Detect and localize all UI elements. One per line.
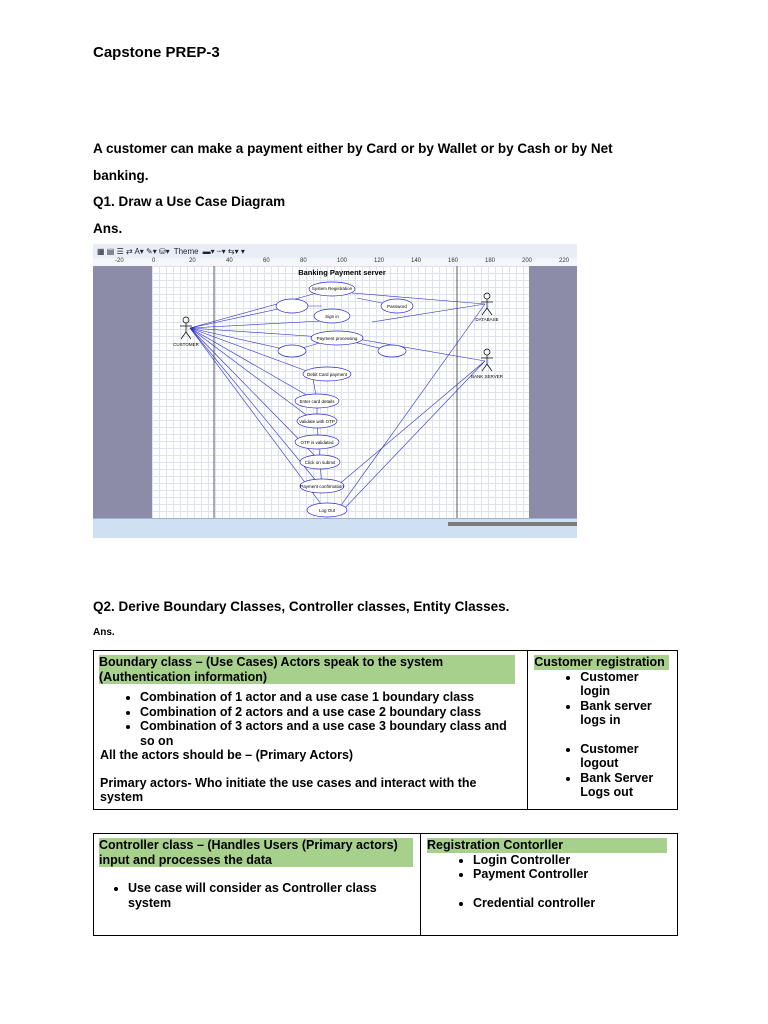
svg-text:Log Out: Log Out [318, 508, 336, 513]
ruler-tick: 40 [226, 258, 233, 264]
list-item: • Use case will consider as Controller class system [128, 881, 414, 910]
controller-class-cell [94, 834, 421, 936]
answer-1-label: Ans. [93, 221, 123, 236]
diagram-scrollbar[interactable] [93, 518, 577, 538]
list-item: • Bank Server Logs out [580, 771, 671, 800]
use-case-diagram [152, 266, 529, 518]
boundary-class-table [93, 650, 678, 810]
canvas-margin-right [529, 266, 577, 518]
list-item: • Login Controller [473, 853, 671, 868]
question-1: Q1. Draw a Use Case Diagram [93, 194, 286, 209]
controller-class-table [93, 833, 678, 936]
ruler-tick: 60 [263, 258, 270, 264]
svg-text:Sign in: Sign in [325, 314, 339, 319]
diagram-toolbar [93, 244, 577, 259]
list-item: • Customer login [580, 670, 671, 699]
ruler-tick: 160 [448, 258, 459, 264]
controller-bullets [100, 881, 414, 910]
ruler-tick: 20 [189, 258, 196, 264]
boundary-heading-line-1: Boundary class – (Use Cases) Actors speak to the system [99, 655, 444, 669]
svg-text:Payment processing: Payment processing [316, 336, 358, 341]
document-title: Capstone PREP-3 [93, 44, 220, 61]
actor-customer-label: CUSTOMER [173, 342, 199, 347]
controller-items-b [427, 896, 671, 911]
svg-text:Payment confirmation: Payment confirmation [300, 484, 344, 489]
boundary-class-cell [94, 651, 528, 810]
list-item: • Customer logout [580, 742, 671, 771]
answer-2-label: Ans. [93, 627, 115, 638]
toolbar-icons: ▦ ▤ ☰ ⇄ A▾ ✎▾ ⛁▾ [97, 246, 170, 256]
registration-items-b [534, 742, 671, 800]
svg-text:System Registration: System Registration [311, 286, 353, 291]
ruler-tick: 140 [411, 258, 422, 264]
controller-heading-line-1: Controller class – (Handles Users (Primary actors) [99, 838, 398, 852]
ruler-tick: 200 [522, 258, 533, 264]
list-item: • Credential controller [473, 896, 671, 911]
svg-text:Debit Card payment: Debit Card payment [306, 372, 348, 377]
canvas-margin-left [93, 266, 152, 518]
all-actors-text: All the actors should be – (Primary Actors) [100, 748, 354, 762]
boundary-bullets [100, 690, 521, 748]
svg-text:Click on submit: Click on submit [304, 460, 336, 465]
use-case-diagram-screenshot [93, 244, 577, 538]
svg-text:Password: Password [387, 304, 407, 309]
primary-actors-text: Primary actors- Who initiate the use cases and interact with the system [100, 775, 477, 804]
registration-controller-heading: Registration Contorller [427, 838, 667, 853]
intro-line-1: A customer can make a payment either by Card or by Wallet or by Cash or by Net [93, 141, 613, 156]
theme-label: Theme [173, 246, 199, 256]
diagram-title: Banking Payment server [298, 268, 386, 277]
question-2: Q2. Derive Boundary Classes, Controller classes, Entity Classes. [93, 599, 510, 614]
controller-items-a [427, 853, 671, 882]
list-item: • Payment Controller [473, 867, 671, 882]
controller-heading-line-2: input and processes the data [99, 852, 272, 867]
svg-text:Enter card details: Enter card details [299, 399, 335, 404]
ruler-tick: 0 [152, 258, 156, 264]
controller-class-heading [99, 838, 413, 867]
scroll-thumb[interactable] [448, 522, 577, 526]
ruler-tick: 80 [300, 258, 307, 264]
actor-database-label: DATABASE [475, 317, 499, 322]
toolbar-icons-2: ▬▾ ┄▾ ⇆▾ ▾ [202, 246, 245, 256]
ruler-tick: 220 [559, 258, 570, 264]
list-item: • Combination of 3 actors and a use case 3 boundary class and so on [140, 719, 521, 748]
actor-bank-server-label: BANK SERVER [471, 374, 503, 379]
svg-text:OTP is validated: OTP is validated [300, 440, 334, 445]
boundary-heading-line-2: (Authentication information) [99, 669, 268, 684]
registration-controller-cell [421, 834, 678, 936]
diagram-canvas [152, 266, 529, 518]
ruler-tick: 120 [374, 258, 385, 264]
list-item: • Combination of 1 actor and a use case 1 boundary class [140, 690, 521, 705]
svg-text:Validate with OTP: Validate with OTP [299, 419, 335, 424]
list-item: • Combination of 2 actors and a use case 2 boundary class [140, 705, 521, 720]
boundary-class-heading [99, 655, 515, 684]
registration-items-a [534, 670, 671, 728]
ruler-tick: -20 [115, 258, 124, 264]
intro-line-2: banking. [93, 168, 149, 183]
customer-registration-heading: Customer registration [534, 655, 669, 670]
customer-registration-cell [528, 651, 678, 810]
ruler-tick: 100 [337, 258, 348, 264]
list-item: • Bank server logs in [580, 699, 671, 728]
ruler-tick: 180 [485, 258, 496, 264]
